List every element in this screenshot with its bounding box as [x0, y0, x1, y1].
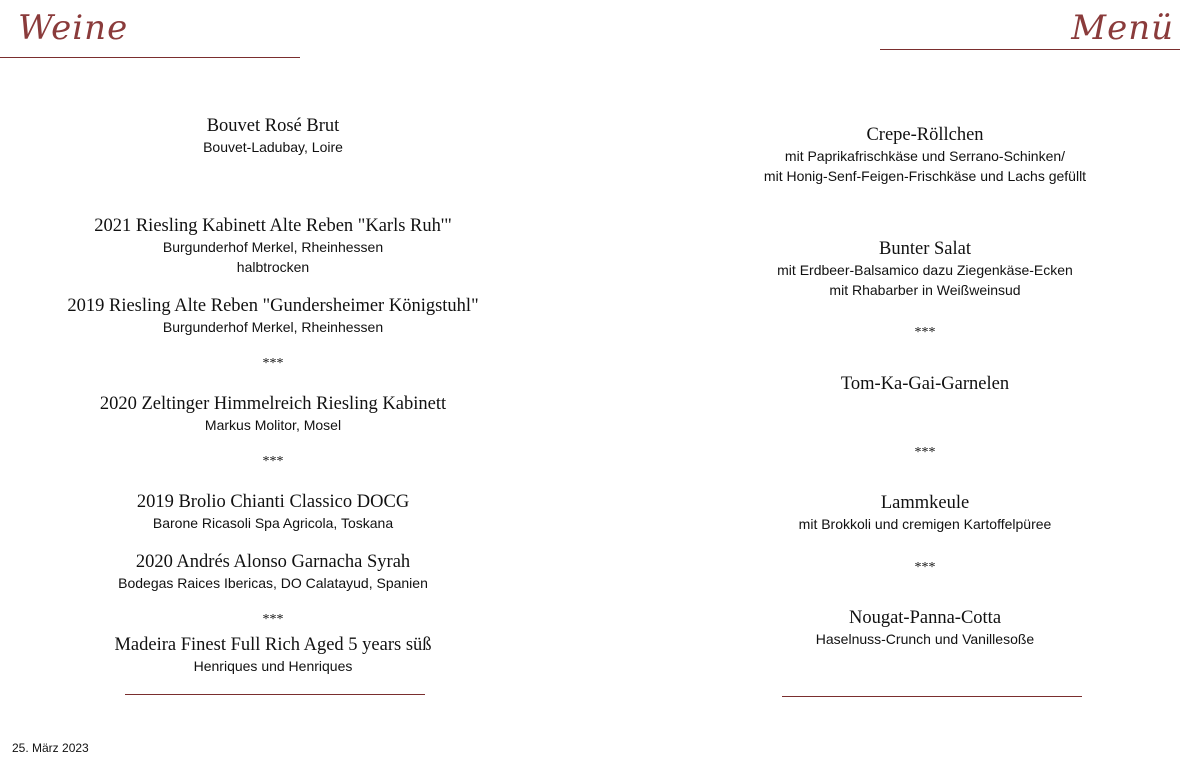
menu-course: [668, 492, 1182, 534]
wine-title: 2021 Riesling Kabinett Alte Reben "Karls Ruh'": [94, 216, 452, 236]
separator: ***: [262, 612, 284, 627]
wine-entry: [0, 115, 546, 157]
menu-course: [668, 373, 1182, 395]
wine-list: [0, 0, 546, 768]
menu-end-rule: [782, 696, 1082, 697]
menu-course: [668, 607, 1182, 649]
wine-producer: Bouvet-Ladubay, Loire: [203, 139, 343, 155]
separator: ***: [262, 356, 284, 371]
wine-producer: Bodegas Raices Ibericas, DO Calatayud, Spanien: [118, 575, 428, 591]
course-title: Tom-Ka-Gai-Garnelen: [840, 374, 1010, 394]
wine-entry: [0, 634, 546, 676]
separator: ***: [262, 454, 284, 469]
course-description: mit Brokkoli und cremigen Kartoffelpüree: [798, 516, 1052, 532]
course-title: Bunter Salat: [879, 239, 971, 259]
wines-heading: Weine: [18, 8, 129, 48]
course-description: mit Erdbeer-Balsamico dazu Ziegenkäse-Ecken: [777, 262, 1073, 278]
course-description: mit Paprikafrischkäse und Serrano-Schinken/: [784, 148, 1066, 164]
wine-entry: [0, 491, 546, 533]
wine-producer: Burgunderhof Merkel, Rheinhessen: [162, 319, 384, 335]
course-description: mit Honig-Senf-Feigen-Frischkäse und Lachs gefüllt: [763, 168, 1087, 184]
course-title: Lammkeule: [880, 493, 970, 513]
menu-heading: Menü: [1071, 8, 1174, 48]
wine-entry: [0, 295, 546, 337]
wine-title: 2020 Andrés Alonso Garnacha Syrah: [135, 552, 411, 572]
wine-entry: [0, 215, 546, 277]
wine-producer: Barone Ricasoli Spa Agricola, Toskana: [152, 515, 394, 531]
wine-producer: Burgunderhof Merkel, Rheinhessen: [162, 239, 384, 255]
course-title: Nougat-Panna-Cotta: [848, 608, 1002, 628]
wine-title: 2020 Zeltinger Himmelreich Riesling Kabinett: [99, 394, 447, 414]
separator: ***: [914, 560, 936, 575]
wine-producer: Henriques und Henriques: [193, 658, 353, 674]
wine-title: Madeira Finest Full Rich Aged 5 years süß: [114, 635, 432, 655]
wine-list-end-rule: [125, 694, 425, 695]
wine-title: Bouvet Rosé Brut: [206, 116, 340, 136]
event-date: 25. März 2023: [12, 741, 89, 755]
course-title: Crepe-Röllchen: [866, 125, 984, 145]
menu-course: [668, 238, 1182, 300]
wine-title: 2019 Brolio Chianti Classico DOCG: [136, 492, 410, 512]
course-description: Haselnuss-Crunch und Vanillesoße: [815, 631, 1035, 647]
course-description: mit Rhabarber in Weißweinsud: [829, 282, 1021, 298]
wine-title: 2019 Riesling Alte Reben "Gundersheimer Königstuhl": [67, 296, 479, 316]
wine-note: halbtrocken: [236, 259, 310, 275]
wine-producer: Markus Molitor, Mosel: [204, 417, 342, 433]
wine-entry: [0, 551, 546, 593]
wine-entry: [0, 393, 546, 435]
menu-course: [668, 124, 1182, 186]
separator: ***: [914, 325, 936, 340]
separator: ***: [914, 445, 936, 460]
menu-list: [668, 0, 1182, 768]
